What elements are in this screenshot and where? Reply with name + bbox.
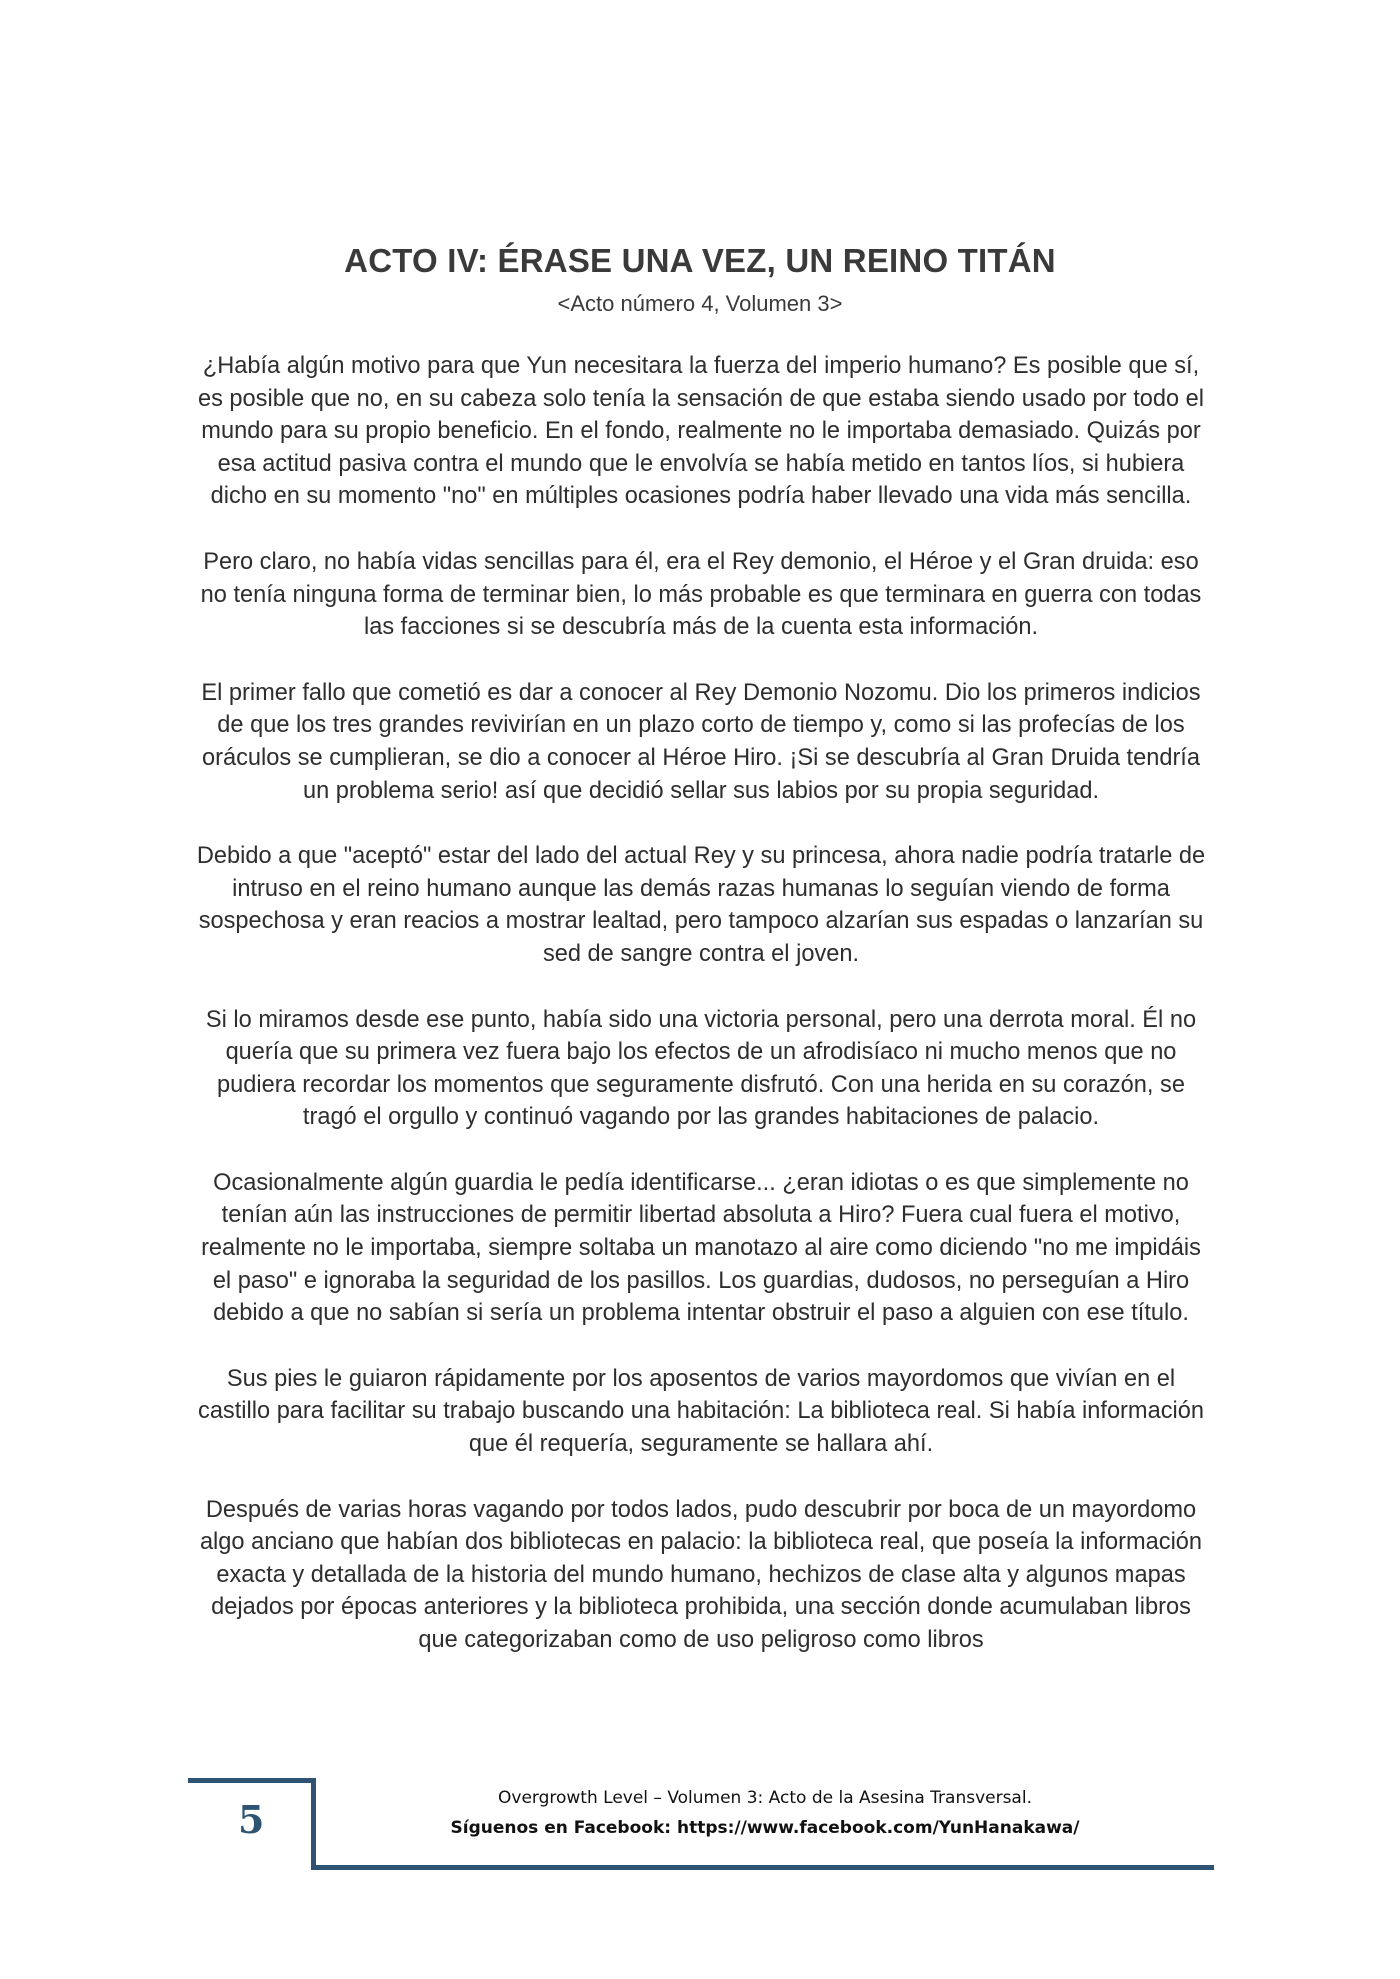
footer-rule bbox=[316, 1865, 1214, 1870]
paragraph: Después de varias horas vagando por todos lados, pudo descubrir por boca de un mayordomo algo anciano que habían dos bibliotecas en palacio: la biblioteca real, que poseía la información exacta y detallada de la historia del mundo humano, hechizos de clase alta y algunos mapas dejados por épocas anteriores y la biblioteca prohibida, una sección donde acumulaban libros que categorizaban como de uso peligroso como libros bbox=[199, 1496, 1203, 1653]
page-number: 5 bbox=[238, 1797, 265, 1842]
paragraph: Sus pies le guiaron rápidamente por los aposentos de varios mayordomos que vivían en el castillo para facilitar su trabajo buscando una habitación: La biblioteca real. Si había información que él requería, seguramente se hallara ahí. bbox=[198, 1365, 1204, 1458]
paragraph: El primer fallo que cometió es dar a conocer al Rey Demonio Nozomu. Dio los primeros indicios de que los tres grandes revivirían en un plazo corto de tiempo y, como si las profecías de los oráculos se cumplieran, se dio a conocer al Héroe Hiro. ¡Si se descubría al Gran Druida tendría un problema serio! así que decidió sellar sus labios por su propia seguridad. bbox=[201, 679, 1201, 804]
footer-book-title: Overgrowth Level – Volumen 3: Acto de la Asesina Transversal. bbox=[498, 1788, 1032, 1808]
paragraph: Pero claro, no había vidas sencillas para él, era el Rey demonio, el Héroe y el Gran druida: eso no tenía ninguna forma de terminar bien, lo más probable es que terminara en guerra con todas las facciones si se descubría más de la cuenta esta información. bbox=[200, 548, 1202, 641]
paragraph: Ocasionalmente algún guardia le pedía identificarse... ¿eran idiotas o es que simplemente no tenían aún las instrucciones de permitir libertad absoluta a Hiro? Fuera cual fuera el motivo, realmente no le importaba, siempre soltaba un manotazo al aire como diciendo "no me impidáis el paso" e ignoraba la seguridad de los pasillos. Los guardias, dudosos, no perseguían a Hiro debido a que no sabían si sería un problema intentar obstruir el paso a alguien con ese título. bbox=[201, 1169, 1201, 1327]
chapter-subtitle: <Acto número 4, Volumen 3> bbox=[557, 291, 843, 316]
paragraph: Debido a que "aceptó" estar del lado del actual Rey y su princesa, ahora nadie podría tratarle de intruso en el reino humano aunque las demás razas humanas lo seguían viendo de forma sospechosa y eran reacios a mostrar lealtad, pero tampoco alzarían sus espadas o lanzarían su sed de sangre contra el joven. bbox=[196, 843, 1206, 967]
paragraph: Si lo miramos desde ese punto, había sido una victoria personal, pero una derrota moral. Él no quería que su primera vez fuera bajo los efectos de un afrodisíaco ni mucho menos que no pudiera recordar los momentos que seguramente disfrutó. Con una herida en su corazón, se tragó el orgullo y continuó vagando por las grandes habitaciones de palacio. bbox=[205, 1006, 1197, 1131]
footer-facebook-link[interactable]: Síguenos en Facebook: https://www.facebook.com/YunHanakawa/ bbox=[450, 1818, 1080, 1838]
paragraph: ¿Había algún motivo para que Yun necesitara la fuerza del imperio humano? Es posible que sí, es posible que no, en su cabeza solo tenía la sensación de que estaba siendo usado por todo el mundo para su propio beneficio. En el fondo, realmente no le importaba demasiado. Quizás por esa actitud pasiva contra el mundo que le envolvía se había metido en tantos líos, si hubiera dicho en su momento "no" en múltiples ocasiones podría haber llevado una vida más sencilla. bbox=[197, 353, 1205, 510]
chapter-title: ACTO IV: ÉRASE UNA VEZ, UN REINO TITÁN bbox=[344, 242, 1056, 279]
footer-text bbox=[360, 1783, 1170, 1843]
body-text bbox=[190, 350, 1212, 1690]
